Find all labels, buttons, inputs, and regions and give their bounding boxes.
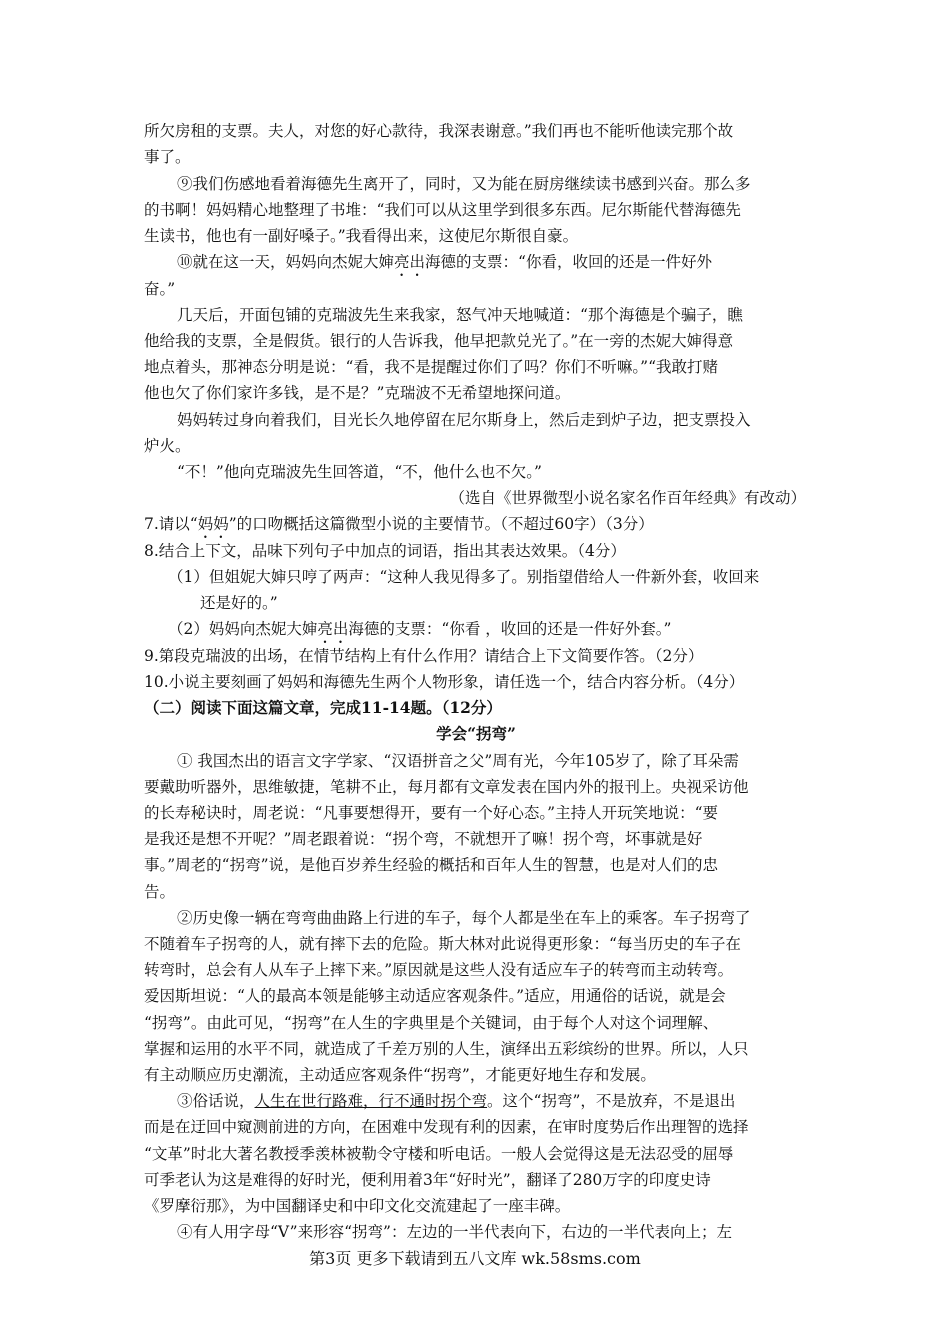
text-line: （1）但姐妮大婶只哼了两声：“这种人我见得多了。别指望借给人一件新外套，收回来 bbox=[168, 568, 760, 586]
text-line: 炉火。 bbox=[144, 437, 191, 455]
text-line: ⑨我们伤感地看着海德先生离开了，同时，又为能在厨房继续读书感到兴奋。那么多 bbox=[177, 175, 751, 193]
text-line: 转弯时，总会有人从车子上摔下来。”原因就是这些人没有适应车子的转弯而主动转弯。 bbox=[144, 961, 734, 979]
section-heading: （二）阅读下面这篇文章，完成11-14题。（12分） bbox=[144, 698, 502, 717]
text-line: 的长寿秘诀时，周老说：“凡事要想得开，要有一个好心态。”主持人开玩笑地说：“要 bbox=[144, 804, 719, 822]
paragraph-10-line bbox=[177, 252, 808, 280]
emphasized-word: 亮出 bbox=[394, 253, 426, 271]
text-line: 他给我的支票，全是假货。银行的人告诉我，他早把款兑光了。”在一旁的杰妮大婶得意 bbox=[144, 332, 734, 350]
text-segment: （2）妈妈向杰妮大婶 bbox=[168, 620, 318, 638]
text-segment: ③俗话说， bbox=[177, 1092, 255, 1110]
text-line: “文革”时北大著名教授季羡林被勒令守楼和听电话。一般人会觉得这是无法忍受的屈辱 bbox=[144, 1145, 734, 1163]
paragraph-3-line bbox=[177, 1091, 808, 1111]
question-9: 9.第段克瑞波的出场，在情节结构上有什么作用？请结合上下文简要作答。（2分） bbox=[144, 647, 704, 665]
text-line: 可季老认为这是难得的好时光，便利用着3年“好时光”，翻译了280万字的印度史诗 bbox=[144, 1171, 711, 1189]
article-title: 学会“拐弯” bbox=[436, 724, 516, 743]
text-line: 奋。” bbox=[144, 280, 176, 298]
question-10: 10.小说主要刻画了妈妈和海德先生两个人物形象，请任选一个，结合内容分析。（4分） bbox=[144, 673, 745, 691]
text-line: 而是在迂回中窥测前进的方向，在困难中发现有利的因素，在审时度势后作出理智的选择 bbox=[144, 1118, 749, 1136]
text-line: 告。 bbox=[144, 883, 176, 901]
text-segment: 海德的支票：“你看 ，收回的还是一件好外套。” bbox=[348, 620, 672, 638]
text-line: ②历史像一辆在弯弯曲曲路上行进的车子，每个人都是坐在车上的乘客。车子拐弯了 bbox=[177, 909, 751, 927]
page-footer: 第3页 更多下载请到五八文库 wk.58sms.com bbox=[309, 1249, 641, 1268]
text-segment: 。这个“拐弯”，不是放弃，不是退出 bbox=[487, 1092, 736, 1110]
text-line: 是我还是想不开呢？”周老跟着说：“拐个弯，不就想开了嘛！拐个弯，坏事就是好 bbox=[144, 830, 703, 848]
text-line: 的书啊！妈妈精心地整理了书堆：“我们可以从这里学到很多东西。尼尔斯能代替海德先 bbox=[144, 201, 741, 219]
text-line: ④有人用字母“V”来形容“拐弯”：左边的一半代表向下，右边的一半代表向上；左 bbox=[177, 1223, 732, 1241]
text-line: 爱因斯坦说：“人的最高本领是能够主动适应客观条件。”适应，用通俗的话说，就是会 bbox=[144, 987, 726, 1005]
text-line: 妈妈转过身向着我们，目光长久地停留在尼尔斯身上，然后走到炉子边，把支票投入 bbox=[177, 411, 751, 429]
emphasized-word: “妈妈” bbox=[189, 515, 237, 533]
text-line: 《罗摩衍那》，为中国翻译史和中印文化交流建起了一座丰碑。 bbox=[144, 1197, 571, 1215]
text-line: 几天后，开面包铺的克瑞波先生来我家，怒气冲天地喊道：“那个海德是个骗子，瞧 bbox=[177, 306, 743, 324]
question-7 bbox=[144, 514, 808, 542]
question-8: 8.结合上下文，品味下列句子中加点的词语，指出其表达效果。（4分） bbox=[144, 542, 626, 560]
question-8-part-2 bbox=[168, 619, 808, 647]
text-line: “拐弯”。由此可见，“拐弯”在人生的字典里是个关键词，由于每个人对这个词理解、 bbox=[144, 1014, 719, 1032]
text-line: 不随着车子拐弯的人，就有摔下去的危险。斯大林对此说得更形象：“每当历史的车子在 bbox=[144, 935, 741, 953]
source-citation: （选自《世界微型小说名家名作百年经典》有改动） bbox=[449, 489, 806, 507]
text-line: 事了。 bbox=[144, 148, 191, 166]
text-line: 事。”周老的“拐弯”说，是他百岁养生经验的概括和百年人生的智慧，也是对人们的忠 bbox=[144, 856, 719, 874]
text-line: 还是好的。” bbox=[200, 594, 278, 612]
text-line: 要戴助听器外，思维敏捷，笔耕不止，每月都有文章发表在国内外的报刊上。央视采访他 bbox=[144, 778, 749, 796]
text-line: 生读书，他也有一副好嗓子。”我看得出来，这使尼尔斯很自豪。 bbox=[144, 227, 579, 245]
emphasized-word: 亮出 bbox=[317, 620, 349, 638]
text-segment: 海德的支票：“你看，收回的还是一件好外 bbox=[425, 253, 712, 271]
text-line: ① 我国杰出的语言文字学家、“汉语拼音之父”周有光，今年105岁了，除了耳朵需 bbox=[177, 752, 739, 770]
text-line: 所欠房租的支票。夫人，对您的好心款待，我深表谢意。”我们再也不能听他读完那个故 bbox=[144, 122, 734, 140]
text-line: 有主动顺应历史潮流，主动适应客观条件“拐弯”，才能更好地生存和发展。 bbox=[144, 1066, 656, 1084]
text-line: 他也欠了你们家许多钱，是不是？”克瑞波不无希望地探问道。 bbox=[144, 384, 571, 402]
text-segment: ⑩就在这一天，妈妈向杰妮大婶 bbox=[177, 253, 395, 271]
text-line: “不！”他向克瑞波先生回答道，“不，他什么也不欠。” bbox=[177, 463, 542, 481]
text-line: 掌握和运用的水平不同，就造成了千差万别的人生，演绎出五彩缤纷的世界。所以，人只 bbox=[144, 1040, 749, 1058]
text-segment: 的口吻概括这篇微型小说的主要情节。（不超过60字）（3分） bbox=[236, 515, 654, 533]
underlined-phrase: 人生在世行路难，行不通时拐个弯 bbox=[254, 1092, 488, 1110]
text-line: 地点着头，那神态分明是说：“看，我不是提醒过你们了吗？你们不听嘛。”“我敢打赌 bbox=[144, 358, 719, 376]
text-segment: 7.请以 bbox=[144, 515, 190, 533]
